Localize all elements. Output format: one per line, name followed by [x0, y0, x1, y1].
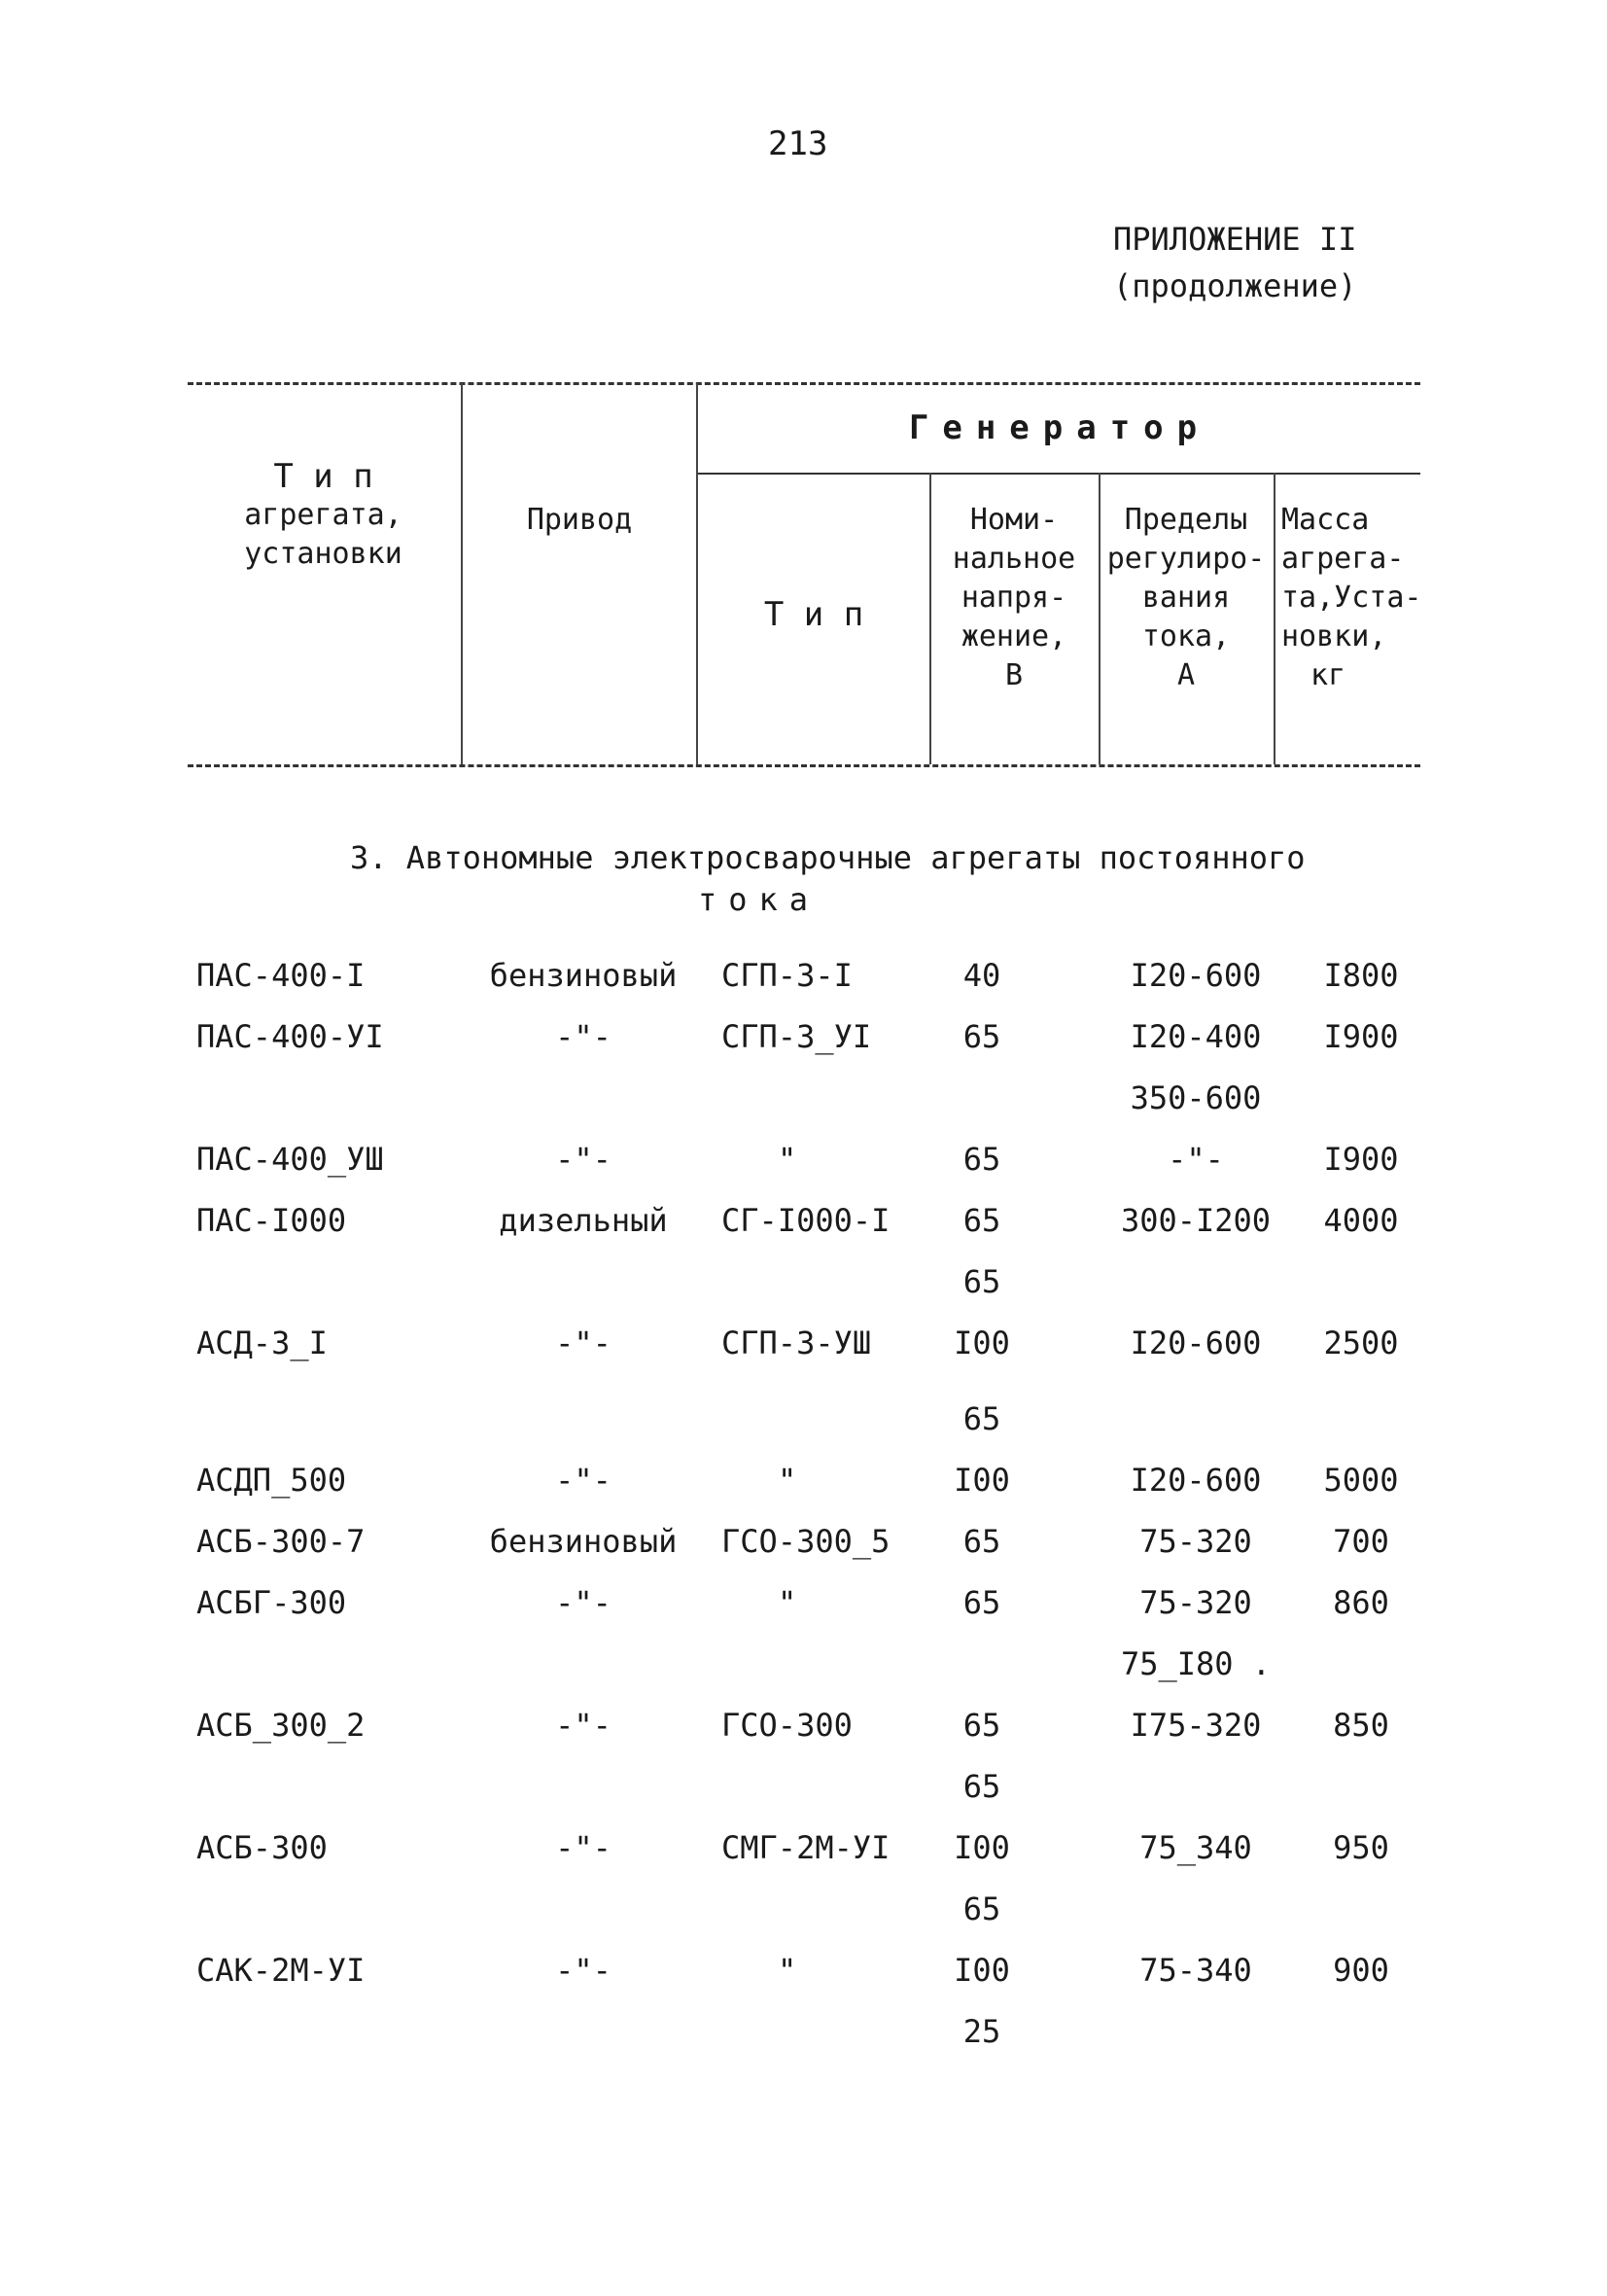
row-type: САК-2М-УI — [196, 1952, 366, 1989]
row-curr: I20-600 — [1130, 957, 1262, 994]
row-mass: I800 — [1323, 957, 1399, 994]
row-curr: 75_I80 . — [1120, 1645, 1272, 1682]
row-mass: I900 — [1323, 1141, 1399, 1178]
row-type: АСБ-300-7 — [196, 1523, 366, 1560]
generator-rule — [696, 473, 1420, 475]
row-volt: 65 — [962, 1141, 1001, 1178]
row-drive: -"- — [555, 1584, 611, 1621]
col-divider-2 — [696, 383, 698, 764]
row-volt: I00 — [954, 1325, 1010, 1361]
row-curr: 75-320 — [1139, 1584, 1252, 1621]
header-mass: Масса агрега- та,Уста- новки, кг — [1281, 503, 1422, 692]
row-volt: I00 — [954, 1462, 1010, 1499]
row-gen: СГП-3_УI — [721, 1018, 872, 1055]
row-volt: 65 — [962, 1768, 1001, 1805]
header-bottom-rule — [188, 764, 1420, 767]
row-mass: 850 — [1333, 1707, 1389, 1744]
header-generator: Генератор — [908, 408, 1211, 447]
row-volt: 40 — [962, 957, 1001, 994]
row-type: АСД-3_I — [196, 1325, 328, 1361]
row-curr: 75-320 — [1139, 1523, 1252, 1560]
row-mass: 5000 — [1323, 1462, 1399, 1499]
header-voltage: Номи- нальное напря- жение, В — [952, 503, 1076, 692]
row-volt: 65 — [962, 1263, 1001, 1300]
row-volt: 65 — [962, 1890, 1001, 1927]
row-drive: -"- — [555, 1462, 611, 1499]
row-drive: дизельный — [499, 1202, 668, 1239]
row-type: АСБ_300_2 — [196, 1707, 366, 1744]
row-type: АСДП_500 — [196, 1462, 347, 1499]
row-mass: 700 — [1333, 1523, 1389, 1560]
row-curr: 300-I200 — [1120, 1202, 1272, 1239]
row-gen: СГ-I000-I — [721, 1202, 891, 1239]
row-curr: I20-400 — [1130, 1018, 1262, 1055]
section-title: 3. Автономные электросварочные агрегаты постоянного — [350, 839, 1306, 876]
row-mass: I900 — [1323, 1018, 1399, 1055]
row-gen: " — [778, 1952, 797, 1989]
row-curr: 75-340 — [1139, 1952, 1252, 1989]
row-volt: I00 — [954, 1952, 1010, 1989]
row-mass: 900 — [1333, 1952, 1389, 1989]
row-gen: СГП-3-I — [721, 957, 853, 994]
section-title-continuation: тока — [698, 881, 821, 918]
page-number: 213 — [768, 124, 828, 163]
row-drive: -"- — [555, 1952, 611, 1989]
appendix-label — [1113, 216, 1356, 309]
row-gen: " — [778, 1584, 797, 1621]
row-gen: ГСО-300 — [721, 1707, 853, 1744]
row-drive: бензиновый — [489, 1523, 678, 1560]
header-top-rule — [188, 382, 1420, 385]
row-drive: -"- — [555, 1141, 611, 1178]
row-volt: 65 — [962, 1707, 1001, 1744]
row-type: ПАС-I000 — [196, 1202, 347, 1239]
appendix-title: ПРИЛОЖЕНИЕ II — [1113, 221, 1357, 258]
row-type: ПАС-400-УI — [196, 1018, 384, 1055]
row-type: АСБ-300 — [196, 1829, 328, 1866]
row-volt: 65 — [962, 1584, 1001, 1621]
header-drive: Привод — [526, 503, 633, 537]
row-mass: 4000 — [1323, 1202, 1399, 1239]
row-gen: " — [778, 1462, 797, 1499]
row-volt: I00 — [954, 1829, 1010, 1866]
row-type: АСБГ-300 — [196, 1584, 347, 1621]
row-type: ПАС-400-I — [196, 957, 366, 994]
appendix-continuation: (продолжение) — [1113, 267, 1357, 304]
row-drive: -"- — [555, 1707, 611, 1744]
header-type: Т и п агрегата, установки — [244, 457, 402, 571]
col-divider-1 — [461, 383, 463, 764]
row-drive: -"- — [555, 1325, 611, 1361]
row-volt: 25 — [962, 2013, 1001, 2050]
col-divider-5 — [1274, 473, 1275, 764]
row-curr: I75-320 — [1130, 1707, 1262, 1744]
header-gen-type: Т и п — [763, 595, 864, 634]
row-drive: -"- — [555, 1018, 611, 1055]
row-curr: 75_340 — [1139, 1829, 1252, 1866]
row-gen: СГП-3-УШ — [721, 1325, 872, 1361]
row-mass: 860 — [1333, 1584, 1389, 1621]
row-volt: 65 — [962, 1400, 1001, 1437]
row-mass: 2500 — [1323, 1325, 1399, 1361]
row-drive: бензиновый — [489, 957, 678, 994]
row-mass: 950 — [1333, 1829, 1389, 1866]
header-current: Пределы регулиро- вания тока, А — [1106, 503, 1266, 692]
row-curr: 350-600 — [1130, 1079, 1262, 1116]
row-curr: I20-600 — [1130, 1325, 1262, 1361]
row-volt: 65 — [962, 1202, 1001, 1239]
row-gen: ГСО-300_5 — [721, 1523, 891, 1560]
row-type: ПАС-400_УШ — [196, 1141, 384, 1178]
row-volt: 65 — [962, 1018, 1001, 1055]
row-curr: -"- — [1168, 1141, 1224, 1178]
row-drive: -"- — [555, 1829, 611, 1866]
row-gen: " — [778, 1141, 797, 1178]
row-gen: СМГ-2М-УI — [721, 1829, 891, 1866]
row-curr: I20-600 — [1130, 1462, 1262, 1499]
row-volt: 65 — [962, 1523, 1001, 1560]
